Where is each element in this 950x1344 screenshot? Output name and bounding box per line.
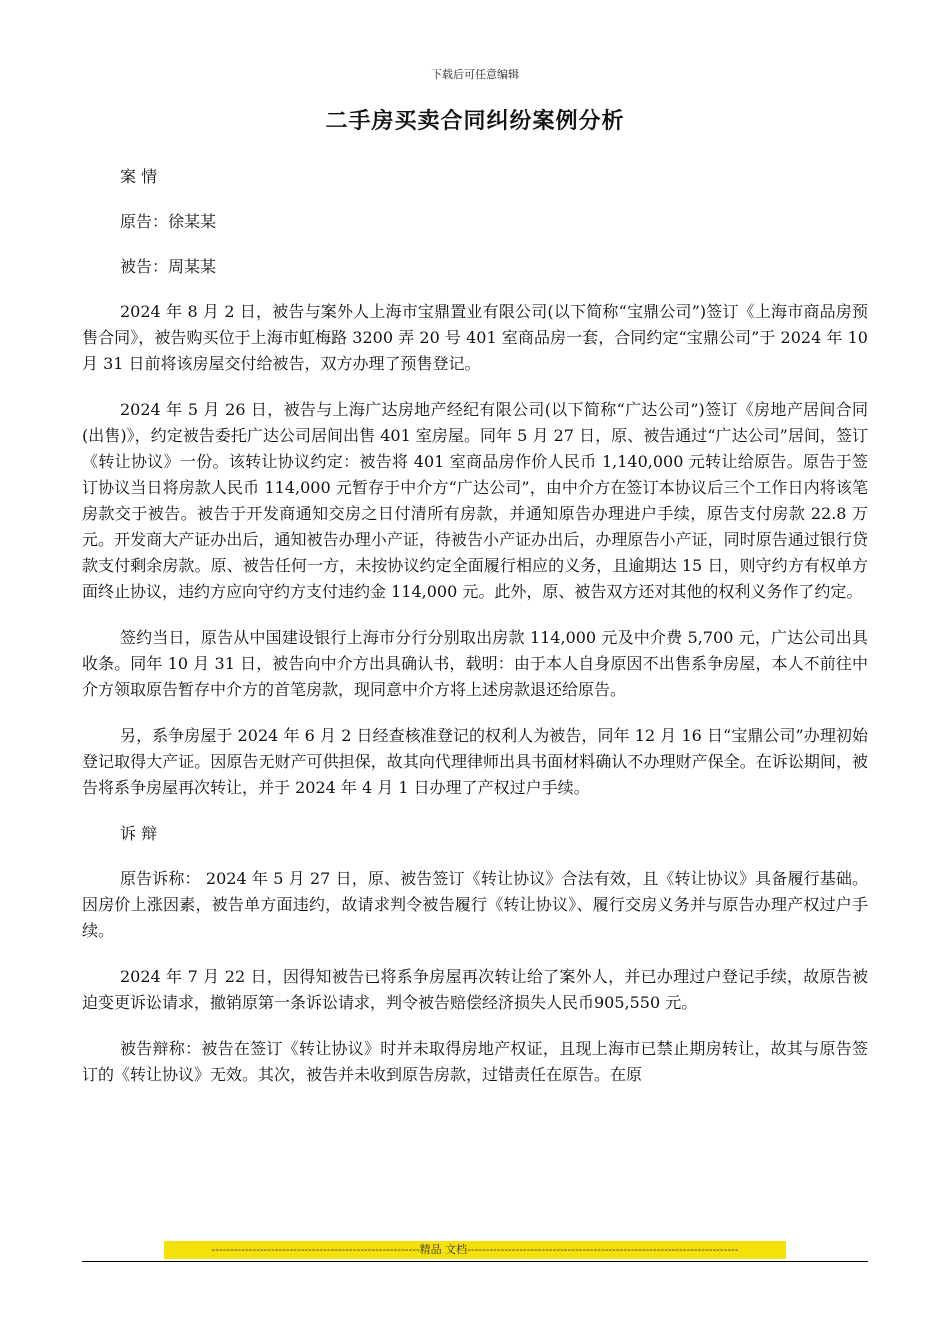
- paragraph-plaintiff-claim: 原告诉称： 2024 年 5 月 27 日，原、被告签订《转让协议》合法有效，且《转让协议》具备履行基础。因房价上涨因素，被告单方面违约，故请求判令被告履行《转让协议》、履行交房义务并与原告办理产权过户手续。: [82, 869, 868, 940]
- footer-divider: [82, 1261, 868, 1262]
- footer-dashes-left: --------------------------------------------------------: [211, 1243, 420, 1256]
- paragraph-amended-claim: 2024 年 7 月 22 日，因得知被告已将系争房屋再次转让给了案外人，并已办理过户登记手续，故原告被迫变更诉讼请求，撤销原第一条诉讼请求，判令被告赔偿经济损失人民币905,550 元。: [82, 967, 868, 1012]
- paragraph-presale-contract: 2024 年 8 月 2 日，被告与案外人上海市宝鼎置业有限公司(以下简称“宝鼎公司”)签订《上海市商品房预售合同》，被告购买位于上海市虹梅路 3200 弄 20 号 401 室商品房一套，合同约定“宝鼎公司”于 2024 年 10 月 31 日前将该房屋交付给被告，双方办理了预售登记。: [82, 302, 868, 373]
- document-title: 二手房买卖合同纠纷案例分析: [325, 108, 625, 134]
- section-heading-case: 案 情: [120, 167, 158, 186]
- document-body: [82, 164, 868, 1108]
- plaintiff-line: 原告：徐某某: [120, 212, 217, 231]
- paragraph-registration: 另，系争房屋于 2024 年 6 月 2 日经查核准登记的权利人为被告，同年 12 月 16 日“宝鼎公司”办理初始登记取得大产证。因原告无财产可供担保，故其向代理律师出具书面材料确认不办理财产保全。在诉讼期间，被告将系争房屋再次转让，并于 2024 年 4 月 1 日办理了产权过户手续。: [82, 726, 868, 797]
- section-heading-pleadings: 诉 辩: [120, 824, 158, 843]
- paragraph-defendant-reply: 被告辩称：被告在签订《转让协议》时并未取得房地产权证，且现上海市已禁止期房转让，故其与原告签订的《转让协议》无效。其次，被告并未收到原告房款，过错责任在原告。在原: [82, 1039, 868, 1084]
- footer-label: 精品 文档: [419, 1243, 468, 1256]
- defendant-line: 被告：周某某: [120, 257, 217, 276]
- footer-banner: [164, 1241, 786, 1259]
- footer-dashes-right: -------------------------------------------------------------------------: [467, 1243, 739, 1256]
- header-note: 下载后可任意编辑: [431, 68, 519, 81]
- paragraph-transfer-agreement: 2024 年 5 月 26 日，被告与上海广达房地产经纪有限公司(以下简称“广达公司”)签订《房地产居间合同(出售)》，约定被告委托广达公司居间出售 401 室房屋。同年 5 月 27 日，原、被告通过“广达公司”居间，签订《转让协议》一份。该转让协议约定：被告将 401 室商品房作价人民币 1,140,000 元转让给原告。原告于签订协议当日将房款人民币 114,000 元暂存于中介方“广达公司”，由中介方在签订本协议后三个工作日内将该笔房款交于被告。被告于开发商通知交房之日付清所有房款，并通知原告办理进户手续，原告支付房款 22.8 万元。开发商大产证办出后，通知被告办理小产证，待被告小产证办出后，办理原告小产证，同时原告通过银行贷款支付剩余房款。原、被告任何一方，未按协议约定全面履行相应的义务，且逾期达 15 日，则守约方有权单方面终止协议，违约方应向守约方支付违约金 114,000 元。此外，原、被告双方还对其他的权利义务作了约定。: [82, 400, 868, 601]
- paragraph-signing-day: 签约当日，原告从中国建设银行上海市分行分别取出房款 114,000 元及中介费 5,700 元，广达公司出具收条。同年 10 月 31 日，被告向中介方出具确认书，载明：由于本人自身原因不出售系争房屋，本人不前往中介方领取原告暂存中介方的首笔房款，现同意中介方将上述房款退还给原告。: [82, 628, 868, 699]
